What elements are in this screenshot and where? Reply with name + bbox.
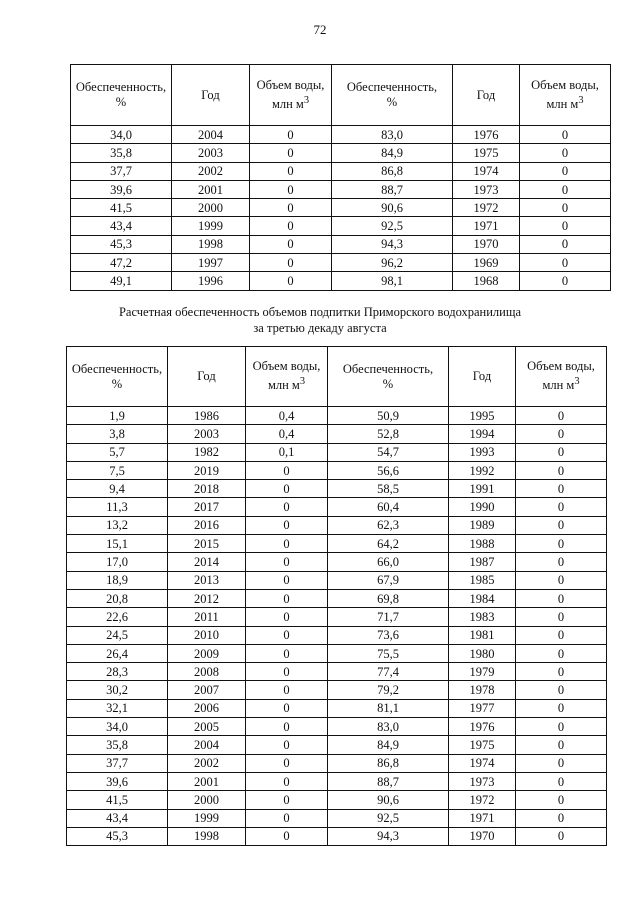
header-year: Год: [168, 347, 246, 407]
cell-supply-percent: 32,1: [67, 699, 168, 717]
cell-supply-percent: 88,7: [332, 180, 453, 198]
cell-volume: 0: [516, 681, 607, 699]
cell-volume: 0: [520, 217, 611, 235]
cell-volume: 0: [246, 608, 328, 626]
cell-supply-percent: 86,8: [332, 162, 453, 180]
table-header-row: [71, 65, 611, 126]
cell-year: 1986: [168, 407, 246, 425]
cell-supply-percent: 96,2: [332, 254, 453, 272]
cell-supply-percent: 47,2: [71, 254, 172, 272]
cell-year: 1978: [449, 681, 516, 699]
cell-year: 1974: [449, 754, 516, 772]
cell-supply-percent: 43,4: [71, 217, 172, 235]
cell-volume: 0: [516, 718, 607, 736]
cell-year: 1984: [449, 589, 516, 607]
cell-year: 2015: [168, 535, 246, 553]
cell-volume: 0: [250, 272, 332, 290]
table-row: [67, 754, 607, 772]
cell-supply-percent: 71,7: [328, 608, 449, 626]
table-row: [67, 498, 607, 516]
cell-volume: 0: [246, 791, 328, 809]
table-row: [71, 162, 611, 180]
cell-year: 1981: [449, 626, 516, 644]
header-year: Год: [453, 65, 520, 126]
header-volume: Объем воды, млн $м^3$: [520, 65, 611, 126]
cell-supply-percent: 67,9: [328, 571, 449, 589]
cell-year: 2003: [168, 425, 246, 443]
cell-year: 1980: [449, 644, 516, 662]
cell-year: 2002: [172, 162, 250, 180]
cell-supply-percent: 22,6: [67, 608, 168, 626]
cell-volume: 0: [250, 199, 332, 217]
cell-supply-percent: 90,6: [332, 199, 453, 217]
cell-volume: 0: [246, 644, 328, 662]
cell-volume: 0: [246, 772, 328, 790]
cell-supply-percent: 41,5: [71, 199, 172, 217]
cell-year: 2005: [168, 718, 246, 736]
cell-supply-percent: 35,8: [71, 144, 172, 162]
table-row: [71, 144, 611, 162]
cell-volume: 0: [246, 535, 328, 553]
cell-volume: 0: [246, 480, 328, 498]
table-row: [71, 272, 611, 290]
cell-volume: 0: [246, 718, 328, 736]
cell-supply-percent: 86,8: [328, 754, 449, 772]
supply-table-2: [66, 346, 607, 846]
cell-year: 1995: [449, 407, 516, 425]
cell-supply-percent: 69,8: [328, 589, 449, 607]
cell-volume: 0: [246, 626, 328, 644]
cell-supply-percent: 64,2: [328, 535, 449, 553]
cell-year: 1976: [449, 718, 516, 736]
cell-volume: 0: [516, 480, 607, 498]
cell-supply-percent: 41,5: [67, 791, 168, 809]
cell-year: 1990: [449, 498, 516, 516]
cell-volume: 0: [516, 608, 607, 626]
cell-supply-percent: 26,4: [67, 644, 168, 662]
table-body: [71, 126, 611, 291]
cell-volume: 0: [246, 736, 328, 754]
cell-volume: 0: [520, 272, 611, 290]
cell-supply-percent: 20,8: [67, 589, 168, 607]
cell-supply-percent: 45,3: [71, 235, 172, 253]
cell-volume: 0: [250, 217, 332, 235]
cell-volume: 0: [246, 827, 328, 845]
table-row: [71, 217, 611, 235]
table-row: [67, 809, 607, 827]
cell-volume: 0: [246, 809, 328, 827]
caption-line-1: Расчетная обеспеченность объемов подпитки Приморского водохранилища: [118, 305, 522, 319]
cell-volume: 0: [246, 516, 328, 534]
cell-year: 1973: [449, 772, 516, 790]
cell-volume: 0: [520, 199, 611, 217]
cell-year: 1999: [172, 217, 250, 235]
cell-year: 2002: [168, 754, 246, 772]
cell-year: 1998: [172, 235, 250, 253]
table-row: [67, 425, 607, 443]
cell-year: 1987: [449, 553, 516, 571]
cell-supply-percent: 62,3: [328, 516, 449, 534]
cell-supply-percent: 43,4: [67, 809, 168, 827]
table-row: [67, 736, 607, 754]
cell-year: 2008: [168, 663, 246, 681]
cell-year: 1976: [453, 126, 520, 144]
cell-supply-percent: 94,3: [332, 235, 453, 253]
cell-volume: 0: [246, 754, 328, 772]
cell-year: 2001: [168, 772, 246, 790]
cell-year: 1972: [453, 199, 520, 217]
cell-year: 1971: [453, 217, 520, 235]
cell-year: 2000: [172, 199, 250, 217]
cell-volume: 0: [250, 180, 332, 198]
table-row: [67, 461, 607, 479]
cell-supply-percent: 83,0: [328, 718, 449, 736]
cell-supply-percent: 9,4: [67, 480, 168, 498]
cell-volume: 0: [516, 754, 607, 772]
cell-year: 2018: [168, 480, 246, 498]
table-row: [71, 235, 611, 253]
cell-supply-percent: 30,2: [67, 681, 168, 699]
cell-volume: 0: [516, 663, 607, 681]
table-caption: [0, 304, 640, 336]
cell-supply-percent: 92,5: [332, 217, 453, 235]
cell-year: 2001: [172, 180, 250, 198]
cell-volume: 0: [520, 126, 611, 144]
cell-year: 1971: [449, 809, 516, 827]
cell-volume: 0: [520, 180, 611, 198]
cell-year: 1997: [172, 254, 250, 272]
cell-volume: 0: [516, 571, 607, 589]
cell-year: 1983: [449, 608, 516, 626]
cell-supply-percent: 5,7: [67, 443, 168, 461]
cell-volume: 0: [246, 681, 328, 699]
supply-table-1: [70, 64, 611, 291]
cell-supply-percent: 60,4: [328, 498, 449, 516]
cell-volume: 0: [246, 663, 328, 681]
cell-volume: 0: [250, 235, 332, 253]
cell-volume: 0: [516, 498, 607, 516]
table-row: [67, 608, 607, 626]
cell-supply-percent: 81,1: [328, 699, 449, 717]
cell-volume: 0: [516, 772, 607, 790]
cell-volume: 0: [520, 235, 611, 253]
cell-volume: 0: [516, 553, 607, 571]
cell-year: 1977: [449, 699, 516, 717]
table-row: [71, 199, 611, 217]
caption-line-2: за третью декаду августа: [253, 321, 387, 335]
cell-year: 2006: [168, 699, 246, 717]
cell-year: 1991: [449, 480, 516, 498]
cell-supply-percent: 52,8: [328, 425, 449, 443]
table-row: [67, 791, 607, 809]
cell-volume: 0: [516, 809, 607, 827]
table-row: [67, 718, 607, 736]
cell-year: 2009: [168, 644, 246, 662]
cell-supply-percent: 94,3: [328, 827, 449, 845]
cell-volume: 0: [520, 162, 611, 180]
cell-year: 2016: [168, 516, 246, 534]
table-row: [71, 180, 611, 198]
table-row: [67, 626, 607, 644]
cell-supply-percent: 54,7: [328, 443, 449, 461]
table-row: [67, 407, 607, 425]
cell-volume: 0: [516, 791, 607, 809]
cell-year: 1988: [449, 535, 516, 553]
cell-supply-percent: 35,8: [67, 736, 168, 754]
cell-volume: 0: [516, 535, 607, 553]
cell-volume: 0,1: [246, 443, 328, 461]
cell-volume: 0: [246, 553, 328, 571]
table-row: [71, 126, 611, 144]
cell-volume: 0: [516, 736, 607, 754]
header-supply: Обеспеченность, %: [328, 347, 449, 407]
cell-volume: 0: [516, 461, 607, 479]
cell-volume: 0: [516, 589, 607, 607]
cell-year: 2012: [168, 589, 246, 607]
cell-supply-percent: 77,4: [328, 663, 449, 681]
cell-year: 1974: [453, 162, 520, 180]
table-body: [67, 407, 607, 846]
header-volume: Объем воды, млн $м^3$: [250, 65, 332, 126]
cell-year: 1996: [172, 272, 250, 290]
cell-year: 2011: [168, 608, 246, 626]
cell-volume: 0,4: [246, 407, 328, 425]
cell-year: 1972: [449, 791, 516, 809]
cell-supply-percent: 7,5: [67, 461, 168, 479]
cell-supply-percent: 15,1: [67, 535, 168, 553]
cell-year: 1989: [449, 516, 516, 534]
cell-year: 1999: [168, 809, 246, 827]
cell-volume: 0: [250, 126, 332, 144]
cell-supply-percent: 49,1: [71, 272, 172, 290]
cell-volume: 0: [520, 144, 611, 162]
cell-year: 1970: [449, 827, 516, 845]
table-row: [67, 443, 607, 461]
cell-volume: 0: [516, 425, 607, 443]
cell-supply-percent: 39,6: [71, 180, 172, 198]
cell-supply-percent: 37,7: [71, 162, 172, 180]
cell-supply-percent: 37,7: [67, 754, 168, 772]
table-row: [67, 516, 607, 534]
cell-year: 2017: [168, 498, 246, 516]
cell-volume: 0,4: [246, 425, 328, 443]
cell-volume: 0: [246, 571, 328, 589]
cell-volume: 0: [250, 162, 332, 180]
table-row: [67, 535, 607, 553]
cell-year: 2019: [168, 461, 246, 479]
table-row: [67, 827, 607, 845]
cell-year: 1998: [168, 827, 246, 845]
table-row: [67, 553, 607, 571]
cell-supply-percent: 79,2: [328, 681, 449, 699]
cell-volume: 0: [250, 144, 332, 162]
cell-year: 2007: [168, 681, 246, 699]
cell-supply-percent: 3,8: [67, 425, 168, 443]
cell-year: 1969: [453, 254, 520, 272]
cell-volume: 0: [520, 254, 611, 272]
table-row: [67, 589, 607, 607]
cell-year: 1975: [449, 736, 516, 754]
cell-supply-percent: 24,5: [67, 626, 168, 644]
cell-volume: 0: [246, 498, 328, 516]
cell-supply-percent: 90,6: [328, 791, 449, 809]
cell-volume: 0: [246, 589, 328, 607]
cell-supply-percent: 56,6: [328, 461, 449, 479]
cell-volume: 0: [250, 254, 332, 272]
cell-volume: 0: [516, 407, 607, 425]
cell-supply-percent: 75,5: [328, 644, 449, 662]
header-year: Год: [172, 65, 250, 126]
cell-supply-percent: 13,2: [67, 516, 168, 534]
cell-year: 2004: [172, 126, 250, 144]
header-supply: Обеспеченность, %: [332, 65, 453, 126]
cell-supply-percent: 66,0: [328, 553, 449, 571]
page-number: 72: [313, 22, 327, 37]
cell-year: 1975: [453, 144, 520, 162]
cell-year: 1968: [453, 272, 520, 290]
table-row: [67, 571, 607, 589]
cell-year: 2014: [168, 553, 246, 571]
table-row: [71, 254, 611, 272]
cell-year: 1973: [453, 180, 520, 198]
header-supply: Обеспеченность, %: [71, 65, 172, 126]
cell-supply-percent: 11,3: [67, 498, 168, 516]
cell-year: 1992: [449, 461, 516, 479]
cell-supply-percent: 28,3: [67, 663, 168, 681]
cell-supply-percent: 58,5: [328, 480, 449, 498]
cell-supply-percent: 88,7: [328, 772, 449, 790]
header-volume: Объем воды, млн $м^3$: [516, 347, 607, 407]
cell-year: 1985: [449, 571, 516, 589]
cell-supply-percent: 34,0: [71, 126, 172, 144]
cell-supply-percent: 39,6: [67, 772, 168, 790]
cell-year: 2013: [168, 571, 246, 589]
cell-supply-percent: 1,9: [67, 407, 168, 425]
cell-volume: 0: [516, 443, 607, 461]
cell-year: 2010: [168, 626, 246, 644]
cell-supply-percent: 34,0: [67, 718, 168, 736]
cell-volume: 0: [516, 644, 607, 662]
cell-year: 1970: [453, 235, 520, 253]
header-supply: Обеспеченность, %: [67, 347, 168, 407]
table-header-row: [67, 347, 607, 407]
cell-year: 1979: [449, 663, 516, 681]
cell-supply-percent: 98,1: [332, 272, 453, 290]
cell-volume: 0: [246, 461, 328, 479]
cell-supply-percent: 17,0: [67, 553, 168, 571]
table-row: [67, 644, 607, 662]
cell-year: 1994: [449, 425, 516, 443]
cell-year: 2004: [168, 736, 246, 754]
table-row: [67, 681, 607, 699]
header-year: Год: [449, 347, 516, 407]
cell-year: 2000: [168, 791, 246, 809]
cell-supply-percent: 84,9: [328, 736, 449, 754]
cell-supply-percent: 83,0: [332, 126, 453, 144]
table-row: [67, 480, 607, 498]
cell-volume: 0: [516, 699, 607, 717]
header-volume: Объем воды, млн $м^3$: [246, 347, 328, 407]
cell-supply-percent: 84,9: [332, 144, 453, 162]
cell-year: 1993: [449, 443, 516, 461]
table-row: [67, 699, 607, 717]
cell-volume: 0: [246, 699, 328, 717]
table-row: [67, 663, 607, 681]
cell-supply-percent: 45,3: [67, 827, 168, 845]
cell-volume: 0: [516, 516, 607, 534]
cell-year: 2003: [172, 144, 250, 162]
cell-volume: 0: [516, 626, 607, 644]
cell-year: 1982: [168, 443, 246, 461]
cell-volume: 0: [516, 827, 607, 845]
cell-supply-percent: 92,5: [328, 809, 449, 827]
cell-supply-percent: 73,6: [328, 626, 449, 644]
table-row: [67, 772, 607, 790]
cell-supply-percent: 50,9: [328, 407, 449, 425]
cell-supply-percent: 18,9: [67, 571, 168, 589]
